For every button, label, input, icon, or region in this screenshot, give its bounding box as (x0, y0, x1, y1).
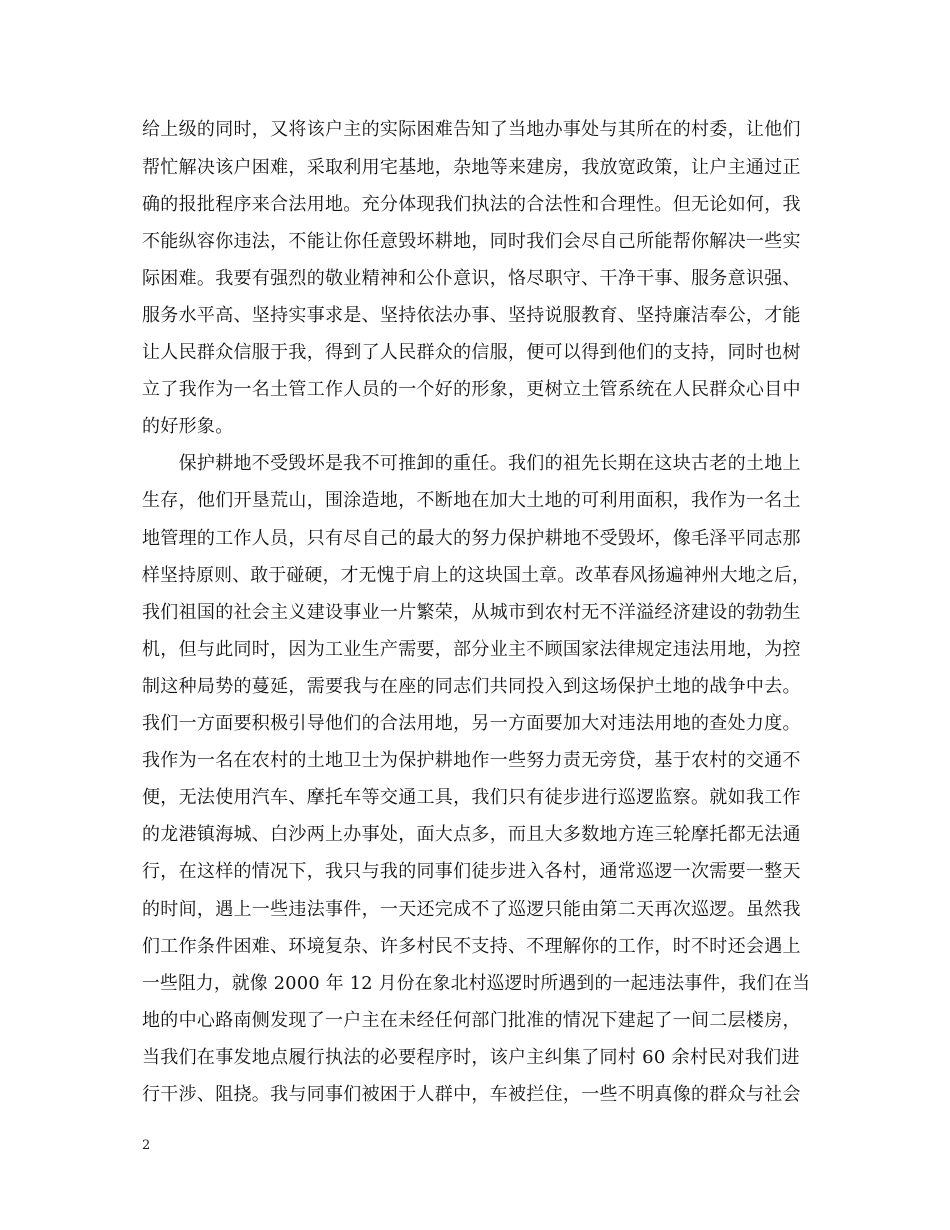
text-line: 帮忙解决该户困难，采取利用宅基地，杂地等来建房，我放宽政策，让户主通过正 (142, 157, 801, 178)
text-line: 行，在这样的情况下，我只与我的同事们徒步进入各村，通常巡逻一次需要一整天 (142, 861, 801, 882)
text-line: 确的报批程序来合法用地。充分体现我们执法的合法性和合理性。但无论如何，我 (142, 194, 801, 215)
text-line: 的龙港镇海城、白沙两上办事处，面大点多，而且大多数地方连三轮摩托都无法通 (142, 824, 801, 845)
text-line: 我们祖国的社会主义建设事业一片繁荣，从城市到农村无不洋溢经济建设的勃勃生 (142, 602, 801, 623)
text-line: 机，但与此同时，因为工业生产需要，部分业主不顾国家法律规定违法用地，为控 (142, 639, 801, 660)
text-line: 们工作条件困难、环境复杂、许多村民不支持、不理解你的工作，时不时还会遇上 (142, 936, 801, 957)
text-line: 立了我作为一名土管工作人员的一个好的形象，更树立土管系统在人民群众心目中 (142, 379, 801, 400)
page-number: 2 (142, 1138, 151, 1153)
text-line: 的好形象。 (142, 416, 234, 437)
text-line: 行干涉、阻挠。我与同事们被困于人群中，车被拦住，一些不明真像的群众与社会 (142, 1084, 801, 1105)
text-line: 一些阻力，就像 2000 年 12 月份在象北村巡逻时所遇到的一起违法事件，我们在当 (142, 973, 811, 994)
text-line: 制这种局势的蔓延，需要我与在座的同志们共同投入到这场保护土地的战争中去。 (142, 676, 801, 697)
text-line: 地管理的工作人员，只有尽自己的最大的努力保护耕地不受毁坏，像毛泽平同志那 (142, 528, 801, 549)
text-line: 我们一方面要积极引导他们的合法用地，另一方面要加大对违法用地的查处力度。 (142, 713, 801, 734)
text-line: 便，无法使用汽车、摩托车等交通工具，我们只有徒步进行巡逻监察。就如我工作 (142, 787, 801, 808)
text-line: 际困难。我要有强烈的敬业精神和公仆意识，恪尽职守、干净干事、服务意识强、 (142, 268, 801, 289)
text-line: 不能纵容你违法，不能让你任意毁坏耕地，同时我们会尽自己所能帮你解决一些实 (142, 231, 801, 252)
text-line: 生存，他们开垦荒山，围涂造地，不断地在加大土地的可利用面积，我作为一名土 (142, 490, 801, 511)
text-line: 服务水平高、坚持实事求是、坚持依法办事、坚持说服教育、坚持廉洁奉公，才能 (142, 305, 801, 326)
text-line: 我作为一名在农村的土地卫士为保护耕地作一些努力责无旁贷，基于农村的交通不 (142, 750, 801, 771)
text-line: 让人民群众信服于我，得到了人民群众的信服，便可以得到他们的支持，同时也树 (142, 342, 801, 363)
text-line: 的时间，遇上一些违法事件，一天还完成不了巡逻只能由第二天再次巡逻。虽然我 (142, 899, 801, 920)
text-line: 保护耕地不受毁坏是我不可推卸的重任。我们的祖先长期在这块古老的土地上 (142, 453, 801, 474)
text-line: 地的中心路南侧发现了一户主在未经任何部门批准的情况下建起了一间二层楼房， (142, 1010, 801, 1031)
text-line: 当我们在事发地点履行执法的必要程序时，该户主纠集了同村 60 余村民对我们进 (142, 1047, 800, 1068)
text-line: 样坚持原则、敢于碰硬，才无愧于肩上的这块国土章。改革春风扬遍神州大地之后， (142, 565, 811, 586)
text-line: 给上级的同时，又将该户主的实际困难告知了当地办事处与其所在的村委，让他们 (142, 119, 801, 140)
